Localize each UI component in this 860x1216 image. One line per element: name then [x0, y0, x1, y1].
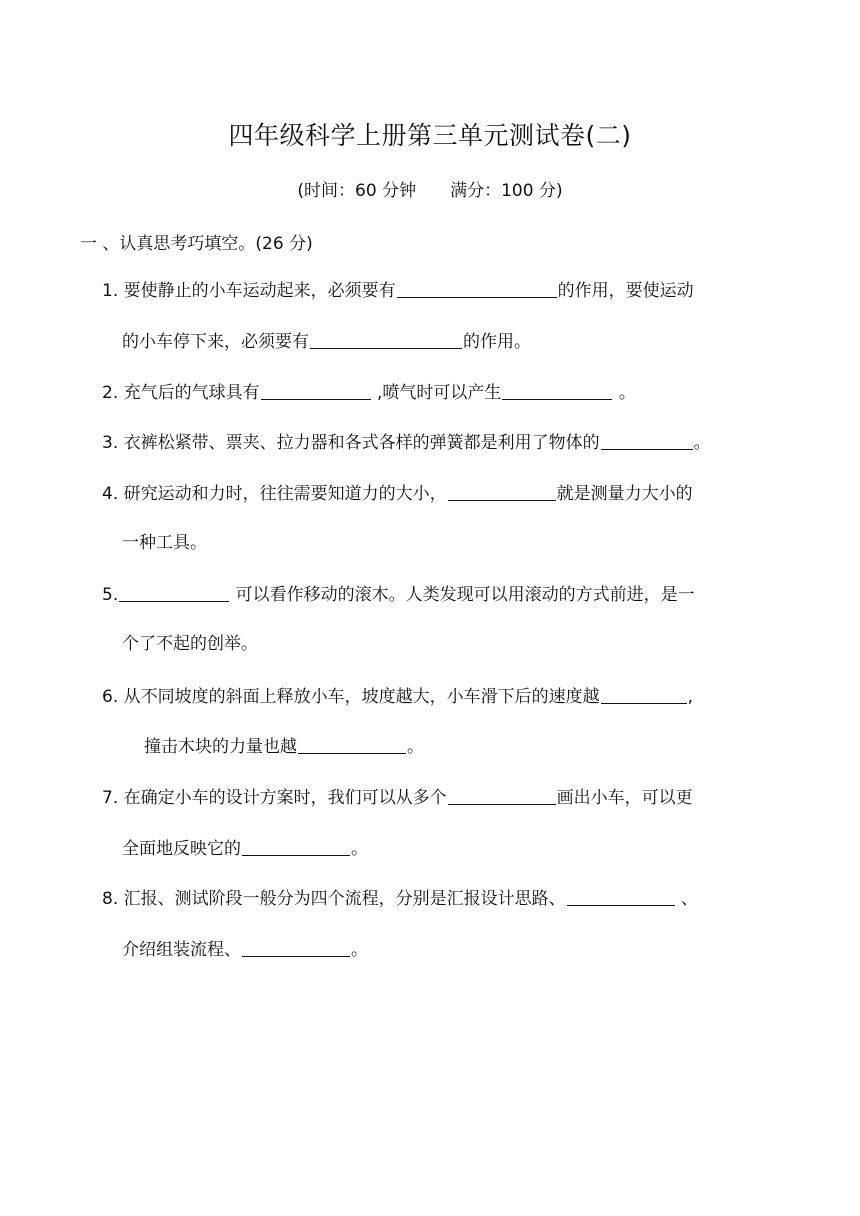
question-text: 介绍组装流程、	[122, 940, 241, 960]
question-text: 8. 汇报、测试阶段一般分为四个流程，分别是汇报设计思路、	[102, 889, 566, 909]
question-text: 全面地反映它的	[122, 839, 241, 859]
question-8-line-1	[102, 885, 698, 911]
answer-blank[interactable]	[502, 379, 612, 400]
question-text: 。	[693, 433, 711, 453]
question-text: 的作用。	[463, 332, 531, 352]
question-text: 。	[613, 383, 636, 403]
answer-blank[interactable]	[601, 683, 687, 704]
answer-blank[interactable]	[448, 784, 556, 805]
answer-blank[interactable]	[242, 835, 350, 856]
question-3	[102, 429, 711, 455]
exam-info	[0, 176, 860, 201]
question-6-line-2	[144, 733, 424, 759]
question-2	[102, 379, 636, 405]
answer-blank[interactable]	[298, 733, 406, 754]
question-text: 可以看作移动的滚木。人类发现可以用滚动的方式前进，是一	[230, 585, 695, 605]
answer-blank[interactable]	[261, 379, 371, 400]
question-text: 撞击木块的力量也越	[144, 737, 297, 757]
question-text: 6. 从不同坡度的斜面上释放小车，坡度越大，小车滑下后的速度越	[102, 687, 600, 707]
answer-blank[interactable]	[567, 885, 675, 906]
question-1-line-2	[122, 328, 531, 354]
question-1-line-1	[102, 277, 694, 303]
question-7-line-1	[102, 784, 693, 810]
page-title: 四年级科学上册第三单元测试卷(二)	[228, 121, 632, 150]
answer-blank[interactable]	[242, 936, 350, 957]
question-text: 7. 在确定小车的设计方案时，我们可以从多个	[102, 788, 447, 808]
answer-blank[interactable]	[448, 480, 556, 501]
time-limit: (时间：60 分钟	[297, 181, 417, 201]
question-text: ,	[687, 687, 694, 707]
question-8-line-2	[122, 936, 368, 962]
question-text: 。	[407, 737, 424, 757]
section-heading: 一 、认真思考巧填空。(26 分)	[80, 234, 313, 254]
question-text: 的作用，要使运动	[557, 281, 694, 301]
question-4-line-1	[102, 480, 693, 506]
question-5-line-1	[102, 581, 695, 607]
question-text: 5.	[102, 585, 119, 605]
question-text: 。	[351, 940, 368, 960]
question-text: 、	[675, 889, 699, 909]
question-text: 画出小车，可以更	[556, 788, 693, 808]
question-text: 1. 要使静止的小车运动起来，必须要有	[102, 281, 396, 301]
question-text: 的小车停下来，必须要有	[122, 332, 309, 352]
answer-blank[interactable]	[119, 581, 229, 602]
question-text: 。	[351, 839, 368, 859]
question-6-line-1	[102, 683, 693, 709]
full-score: 满分：100 分)	[450, 181, 563, 201]
answer-blank[interactable]	[310, 328, 462, 349]
question-7-line-2	[122, 835, 368, 861]
question-text: ,喷气时可以产生	[371, 383, 502, 403]
question-text: 就是测量力大小的	[556, 484, 693, 504]
question-text: 4. 研究运动和力时，往往需要知道力的大小，	[102, 484, 447, 504]
question-4-line-2: 一种工具。	[122, 533, 207, 553]
question-text: 2. 充气后的气球具有	[102, 383, 260, 403]
answer-blank[interactable]	[601, 429, 693, 450]
question-5-line-2: 个了不起的创举。	[122, 634, 258, 654]
question-text: 3. 衣裤松紧带、票夹、拉力器和各式各样的弹簧都是利用了物体的	[102, 433, 600, 453]
answer-blank[interactable]	[397, 277, 557, 298]
